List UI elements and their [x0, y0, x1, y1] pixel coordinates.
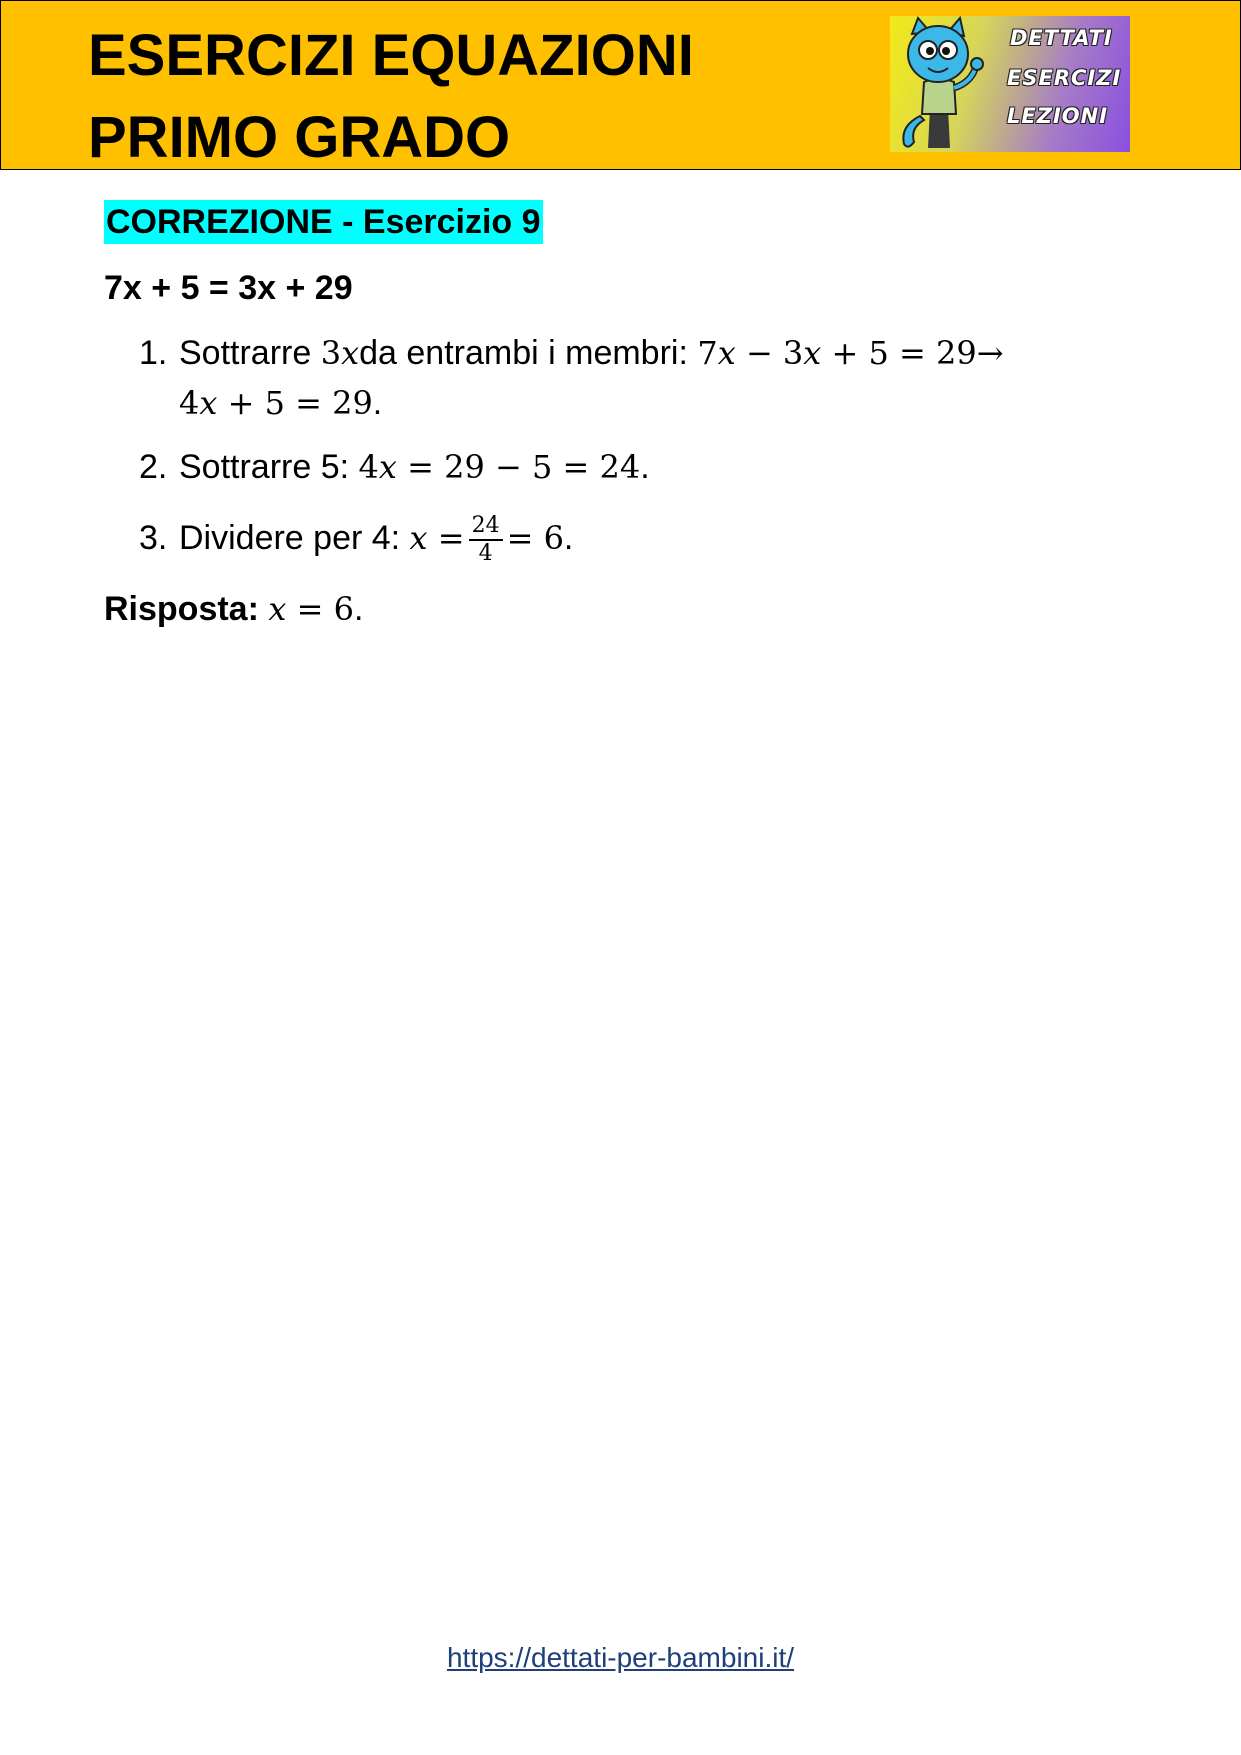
step-math: 4𝑥 + 5 = 29 [179, 384, 373, 422]
step-text: Dividere per 4: [179, 519, 410, 557]
answer-label: Risposta: [104, 590, 259, 628]
step-math: 3𝑥 [320, 334, 360, 372]
title-line-1: ESERCIZI EQUAZIONI [88, 23, 694, 88]
step-period: . [563, 519, 574, 557]
page-header [0, 0, 1241, 170]
step-number: 1. [139, 334, 168, 372]
answer-period: . [353, 590, 364, 628]
step-text: Sottrarre 5: [179, 448, 359, 486]
cat-mascot-icon [890, 16, 990, 152]
step-period: . [640, 448, 650, 486]
exercise-equation: 7x + 5 = 3x + 29 [104, 269, 353, 307]
step-math: 𝑥 = [409, 519, 465, 557]
fraction-denominator: 4 [478, 541, 493, 567]
section-title: CORREZIONE - Esercizio 9 [104, 200, 543, 244]
step-text: da entrambi i membri: [359, 334, 698, 372]
answer-math: 𝑥 = 6 [268, 590, 354, 628]
answer [104, 584, 1144, 634]
step-math: = 6 [506, 519, 564, 557]
logo-word-2: ESERCIZI [1007, 66, 1122, 90]
step-3 [104, 506, 1144, 570]
step-1 [104, 328, 1144, 428]
fraction [469, 513, 503, 567]
step-period: . [372, 384, 383, 422]
fraction-numerator: 24 [469, 513, 503, 541]
website-link[interactable]: https://dettati-per-bambini.it/ [446, 1642, 795, 1673]
step-math: 7𝑥 − 3𝑥 + 5 = 29→ [697, 334, 1004, 372]
site-logo [890, 16, 1130, 152]
document-body [104, 200, 1144, 634]
step-text: Sottrarre [179, 334, 321, 372]
page-title [88, 15, 694, 179]
step-2 [104, 442, 1144, 492]
step-number: 3. [139, 519, 168, 557]
title-line-2: PRIMO GRADO [88, 105, 511, 170]
step-math: 4𝑥 = 29 − 5 = 24 [358, 448, 641, 486]
page-footer [0, 1642, 1241, 1674]
step-number: 2. [139, 448, 168, 486]
solution-steps [104, 328, 1144, 570]
logo-word-1: DETTATI [1010, 26, 1113, 50]
logo-word-3: LEZIONI [1007, 104, 1109, 128]
